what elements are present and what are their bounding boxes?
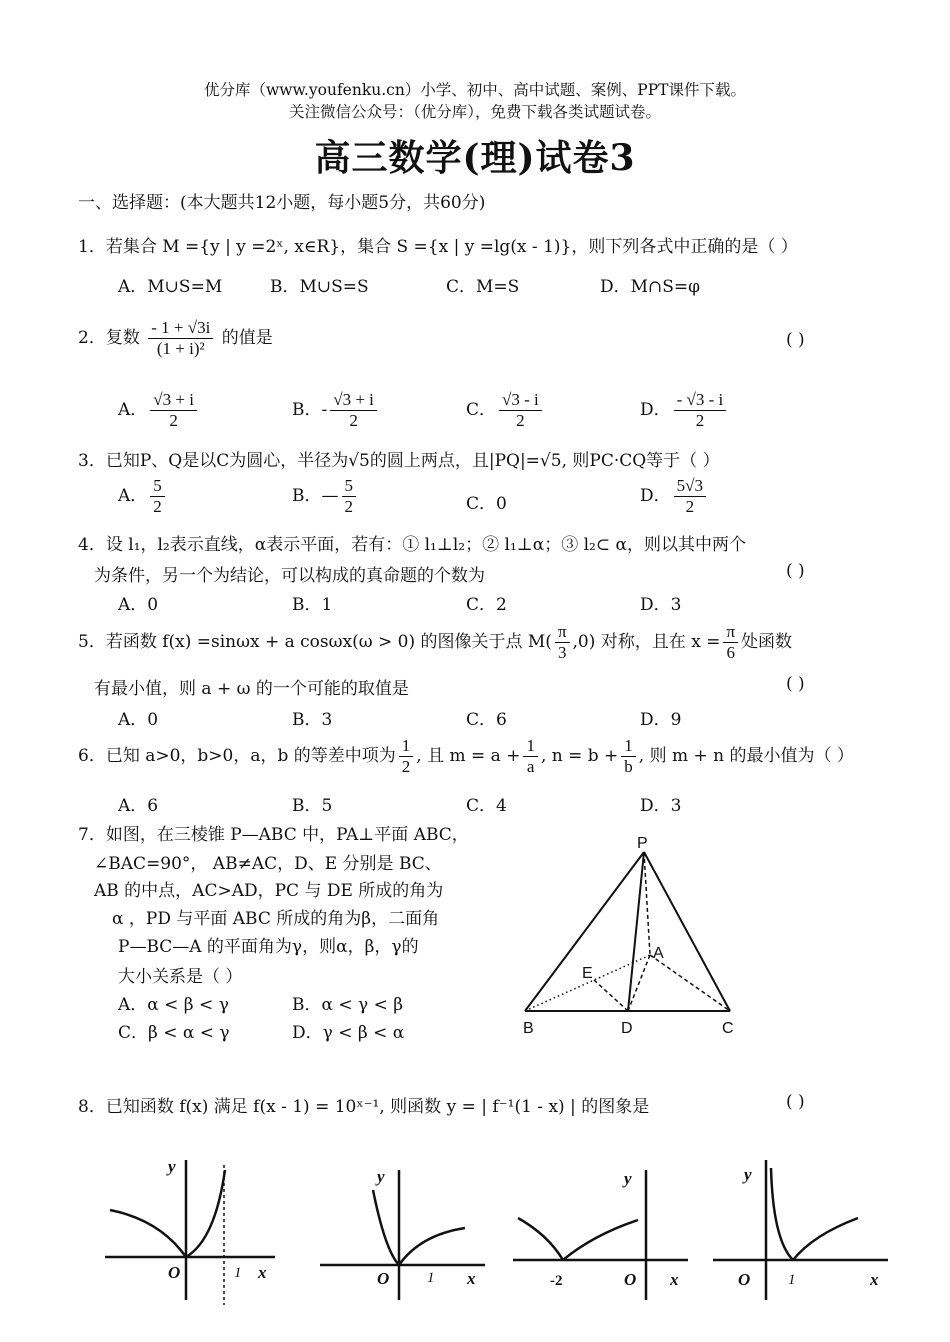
q3-option-c: C．0 bbox=[466, 494, 507, 514]
question-4-line-2: 为条件，另一个为结论，可以构成的真命题的个数为 bbox=[94, 566, 485, 586]
q2-num: - 1 + √3i bbox=[148, 318, 213, 339]
question-1-stem: 1．若集合 M ={y | y =2ˣ, x∈R}，集合 S ={x | y =lg(x - 1)}，则下列各式中正确的是（ ） bbox=[78, 237, 798, 257]
axis-label-y: y bbox=[377, 1167, 385, 1186]
origin-label: O bbox=[168, 1263, 181, 1282]
q2-post: 的值是 bbox=[221, 328, 273, 348]
q2-option-d: D． $\frac{- √3 - i}{2}$ bbox=[640, 390, 729, 431]
edge-pa-hidden bbox=[644, 852, 650, 955]
q4-option-d: D．3 bbox=[640, 595, 682, 615]
label-p: P bbox=[637, 835, 648, 852]
question-6-stem: 6．已知 a>0，b>0，a，b 的等差中项为 $\frac{1}{2}$ , 且 m = a + $\frac{1}{a}$ , n = b + $\frac{1}{b}$ , 则 m + n 的最小值为（ ） bbox=[78, 736, 854, 776]
q1-option-a: A．M∪S=M bbox=[118, 277, 223, 297]
question-2-stem bbox=[78, 318, 273, 359]
header-line-1: 优分库（www.youfenku.cn）小学、初中、高中试题、案例、PPT课件下载。 bbox=[203, 81, 747, 99]
axis-label-y: y bbox=[744, 1165, 752, 1184]
question-8-stem: 8．已知函数 f(x) 满足 f(x - 1) = 10ˣ⁻¹, 则函数 y = | f⁻¹(1 - x) | 的图象是 bbox=[78, 1097, 650, 1117]
q6-option-c: C．4 bbox=[466, 796, 507, 816]
header-line-2: 关注微信公众号：（优分库），免费下载各类试题试卷。 bbox=[288, 103, 661, 121]
curve-right bbox=[399, 1228, 465, 1265]
question-5-line-2: 有最小值，则 a + ω 的一个可能的取值是 bbox=[94, 679, 409, 699]
q4-option-c: C．2 bbox=[466, 595, 507, 615]
tick-label-neg2: -2 bbox=[550, 1273, 563, 1289]
axis-label-x: x bbox=[258, 1263, 267, 1282]
curve-left bbox=[110, 1210, 186, 1257]
q2-fraction bbox=[148, 318, 213, 359]
question-7-line-6: 大小关系是（ ） bbox=[118, 967, 243, 987]
question-7-line-4: α ，PD 与平面 ABC 所成的角为β，二面角 bbox=[112, 909, 440, 929]
label-e: E bbox=[582, 965, 593, 982]
axis-label-x: x bbox=[670, 1270, 679, 1289]
q2-answer-paren: ( ) bbox=[786, 330, 805, 350]
tick-label-1: 1 bbox=[788, 1272, 796, 1288]
question-7-line-2: ∠BAC=90°， AB≠AC，D、E 分别是 BC、 bbox=[94, 854, 442, 874]
q2-pre: 2．复数 bbox=[78, 328, 140, 348]
graph-c bbox=[508, 1150, 698, 1310]
q1-option-b: B．M∪S=S bbox=[270, 277, 369, 297]
q3-option-b: B．— $\frac{5}{2}$ bbox=[292, 476, 359, 517]
q2-option-c: C． $\frac{√3 - i}{2}$ bbox=[466, 390, 545, 431]
axis-label-y: y bbox=[624, 1169, 632, 1188]
q5-option-d: D．9 bbox=[640, 710, 682, 730]
q8-answer-paren: ( ) bbox=[786, 1092, 805, 1112]
graph-b bbox=[315, 1150, 495, 1310]
curve-left bbox=[373, 1190, 399, 1265]
pyramid-figure bbox=[510, 830, 750, 1045]
curve-right bbox=[563, 1220, 638, 1260]
q2-den: (1 + i)² bbox=[156, 339, 205, 358]
axis-label-y: y bbox=[168, 1157, 176, 1176]
edge-ac-hidden bbox=[650, 955, 730, 1011]
section-heading: 一、选择题：(本大题共12小题，每小题5分，共60分) bbox=[78, 193, 486, 213]
tick-label-1: 1 bbox=[234, 1265, 242, 1281]
question-7-line-5: P—BC—A 的平面角为γ，则α，β，γ的 bbox=[118, 937, 419, 957]
q6-option-a: A．6 bbox=[118, 796, 159, 816]
graph-a bbox=[100, 1150, 290, 1310]
origin-label: O bbox=[738, 1270, 751, 1289]
curve-left bbox=[518, 1218, 563, 1260]
origin-label: O bbox=[624, 1270, 637, 1289]
q4-option-a: A．0 bbox=[118, 595, 159, 615]
axis-label-x: x bbox=[467, 1269, 476, 1288]
label-c: C bbox=[722, 1020, 734, 1037]
label-a: A bbox=[653, 945, 664, 962]
page-title: 高三数学(理)试卷3 bbox=[314, 137, 636, 179]
q2-option-b: B．- $\frac{√3 + i}{2}$ bbox=[292, 390, 380, 431]
segment-pd bbox=[628, 852, 644, 1011]
q7-option-c: C．β < α < γ bbox=[118, 1023, 230, 1043]
question-7-line-3: AB 的中点，AC>AD，PC 与 DE 所成的角为 bbox=[94, 881, 444, 901]
edge-pc bbox=[644, 852, 730, 1011]
label-b: B bbox=[523, 1020, 534, 1037]
label-d: D bbox=[621, 1020, 633, 1037]
q5-option-b: B．3 bbox=[292, 710, 333, 730]
q5-option-c: C．6 bbox=[466, 710, 507, 730]
q7-option-b: B．α < γ < β bbox=[292, 995, 404, 1015]
q5-option-a: A．0 bbox=[118, 710, 159, 730]
segment-de-hidden bbox=[594, 980, 628, 1011]
graph-d bbox=[708, 1150, 898, 1310]
curve-right bbox=[793, 1218, 858, 1260]
edge-pb bbox=[525, 852, 644, 1011]
q4-option-b: B．1 bbox=[292, 595, 333, 615]
question-3-stem: 3．已知P、Q是以C为圆心，半径为√5的圆上两点，且|PQ|=√5, 则PC·CQ等于（ ） bbox=[78, 451, 720, 471]
question-5-line-1: 5．若函数 f(x) =sinωx + a cosωx(ω > 0) 的图像关于点 M( $\frac{\pi}{3}$ ,0) 对称，且在 x = $\frac{\pi}{6}$ 处函数 bbox=[78, 622, 793, 662]
q6-option-b: B．5 bbox=[292, 796, 333, 816]
curve-right bbox=[186, 1170, 225, 1257]
q5-answer-paren: ( ) bbox=[786, 674, 805, 694]
q4-answer-paren: ( ) bbox=[786, 561, 805, 581]
question-4-line-1: 4．设 l₁，l₂表示直线，α表示平面，若有：① l₁⊥l₂；② l₁⊥α；③ l₂⊂ α，则以其中两个 bbox=[78, 535, 747, 555]
q1-option-c: C．M=S bbox=[446, 277, 520, 297]
q6-option-d: D．3 bbox=[640, 796, 682, 816]
q7-option-a: A．α < β < γ bbox=[118, 995, 229, 1015]
q7-option-d: D．γ < β < α bbox=[292, 1023, 405, 1043]
axis-label-x: x bbox=[870, 1270, 879, 1289]
curve-left bbox=[771, 1168, 793, 1260]
question-7-line-1: 7．如图，在三棱锥 P—ABC 中，PA⊥平面 ABC， bbox=[78, 825, 469, 845]
tick-label-1: 1 bbox=[427, 1270, 435, 1286]
q1-option-d: D．M∩S=φ bbox=[600, 277, 701, 297]
q3-option-a: A． $\frac{5}{2}$ bbox=[118, 476, 168, 517]
q3-option-d: D． $\frac{5√3}{2}$ bbox=[640, 476, 709, 517]
q2-option-a: A． $\frac{√3 + i}{2}$ bbox=[118, 390, 200, 431]
origin-label: O bbox=[377, 1269, 390, 1288]
